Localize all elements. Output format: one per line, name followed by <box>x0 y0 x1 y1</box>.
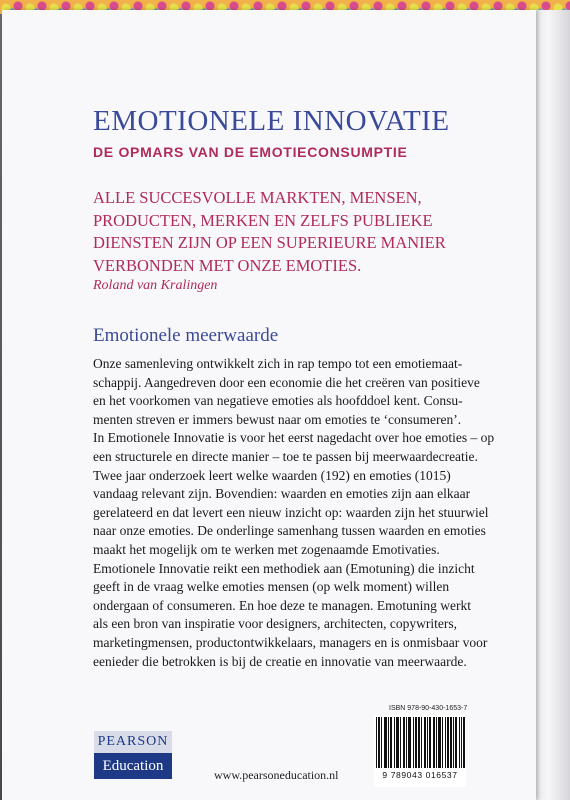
barcode-bar <box>409 717 410 768</box>
book-spine-edge <box>534 10 570 800</box>
blurb-line: geeft in de vraag welke emoties mensen (op welk moment) willen <box>93 579 450 595</box>
blurb-line: ondergaan of consumeren. En hoe deze te managen. Emotuning werkt <box>93 597 471 613</box>
publisher-division: Education <box>102 758 164 774</box>
barcode-bar <box>450 717 451 768</box>
barcode-bar <box>433 717 434 768</box>
barcode-bar <box>391 717 392 768</box>
barcode-bar <box>408 717 409 768</box>
publisher-website: www.pearsoneducation.nl <box>214 768 339 782</box>
barcode-bar <box>455 717 456 768</box>
barcode-bar <box>390 717 391 768</box>
blurb-line: schappij. Aangedreven door een economie die het creëren van positieve <box>93 374 480 390</box>
blurb-line: gerelateerd en dat levert een nieuw inzicht op: waarden zijn het stuurwiel <box>93 504 489 520</box>
barcode-bar <box>416 717 417 768</box>
barcode-bar <box>440 717 441 768</box>
barcode-bar <box>400 717 401 768</box>
pull-quote <box>93 187 503 277</box>
blurb-text <box>93 355 493 671</box>
barcode-bar <box>410 717 411 768</box>
barcode-bar <box>424 717 425 768</box>
barcode-bar <box>453 717 454 768</box>
barcode-bar <box>379 717 380 768</box>
blurb-line: Emotionele Innovatie reikt een methodiek aan (Emotuning) die inzicht <box>93 560 475 576</box>
barcode-bar <box>418 717 419 768</box>
book-subtitle: DE OPMARS VAN DE EMOTIECONSUMPTIE <box>93 144 408 160</box>
barcode-bar <box>445 717 446 768</box>
blurb-line: Twee jaar onderzoek leert welke waarden (192) en emoties (1015) <box>93 467 451 483</box>
quote-line: DIENSTEN ZIJN OP EEN SUPERIEURE MANIER <box>93 233 446 252</box>
barcode-bar <box>439 717 440 768</box>
barcode-bar <box>429 717 430 768</box>
blurb-line: als een bron van inspiratie voor designers, architecten, copywriters, <box>93 616 457 632</box>
blurb-line: Onze samenleving ontwikkelt zich in rap tempo tot een emotiemaat- <box>93 356 463 371</box>
blurb-line: en het voorkomen van negatieve emoties als hoofddoel kent. Consu- <box>93 393 463 409</box>
blurb-line: naar onze emoties. De onderlinge samenhang tussen waarden en emoties <box>93 523 486 539</box>
barcode-bar <box>398 717 399 768</box>
barcode-bar <box>447 717 448 768</box>
barcode-bar <box>381 717 382 768</box>
barcode-bar <box>461 717 462 768</box>
blurb-line: vandaag relevant zijn. Bovendien: waarden en emoties zijn aan elkaar <box>93 486 471 502</box>
book-title: EMOTIONELE INNOVATIE <box>93 105 450 137</box>
barcode-bar <box>459 717 460 768</box>
barcode-bar <box>436 717 437 768</box>
blurb-line: eenieder die betrokken is bij de creatie en innovatie van meerwaarde. <box>93 653 467 669</box>
barcode-bar <box>448 717 449 768</box>
barcode-digits: 9 789043 016537 <box>374 770 466 780</box>
barcode-bar <box>403 717 404 768</box>
barcode-bar <box>438 717 439 768</box>
barcode-bar <box>421 717 422 768</box>
publisher-name: PEARSON <box>94 731 172 753</box>
back-cover <box>2 10 536 800</box>
barcode-bar <box>430 717 431 768</box>
barcode-bar <box>386 717 387 768</box>
barcode-bar <box>413 717 414 768</box>
isbn-label: ISBN 978-90-430-1653-7 <box>389 705 468 712</box>
barcode-bar <box>406 717 407 768</box>
blurb-line: In Emotionele Innovatie is voor het eerst nagedacht over hoe emoties – op <box>93 430 495 446</box>
quote-line: PRODUCTEN, MERKEN EN ZELFS PUBLIEKE <box>93 210 433 230</box>
blurb-line: marketingmensen, productontwikkelaars, managers en is onmisbaar voor <box>93 634 488 650</box>
barcode-bar <box>427 717 428 768</box>
publisher-logo <box>94 731 172 779</box>
barcode-bar <box>376 717 377 768</box>
barcode-bar <box>451 717 452 768</box>
barcode-bar <box>396 717 397 768</box>
barcode-bar <box>434 717 435 768</box>
barcode-bars-icon <box>374 715 466 770</box>
barcode-bar <box>394 717 395 768</box>
barcode-bar <box>425 717 426 768</box>
barcode-bar <box>463 717 464 768</box>
blurb-line: menten streven er immers bewust naar om emoties te ‘consumeren’. <box>93 411 462 427</box>
barcode-bar <box>385 717 386 768</box>
blurb-line: een structurele en directe manier – toe te passen bij meerwaardecreatie. <box>93 448 478 464</box>
barcode-bar <box>378 717 379 768</box>
barcode-bar <box>384 717 385 768</box>
barcode-bar <box>404 717 405 768</box>
barcode-bar <box>388 717 389 768</box>
barcode-bar <box>456 717 457 768</box>
barcode-bar <box>397 717 398 768</box>
barcode-bar <box>419 717 420 768</box>
quote-author: Roland van Kralingen <box>93 278 218 293</box>
quote-line: VERBONDEN MET ONZE EMOTIES. <box>93 255 362 275</box>
barcode-bar <box>415 717 416 768</box>
quote-line: ALLE SUCCESVOLLE MARKTEN, MENSEN, <box>93 188 422 207</box>
blurb-line: maakt het mogelijk om te werken met zogenaamde Emotivaties. <box>93 541 440 557</box>
barcode-bar <box>442 717 443 768</box>
section-heading: Emotionele meerwaarde <box>93 325 279 346</box>
barcode-bar <box>464 717 465 768</box>
